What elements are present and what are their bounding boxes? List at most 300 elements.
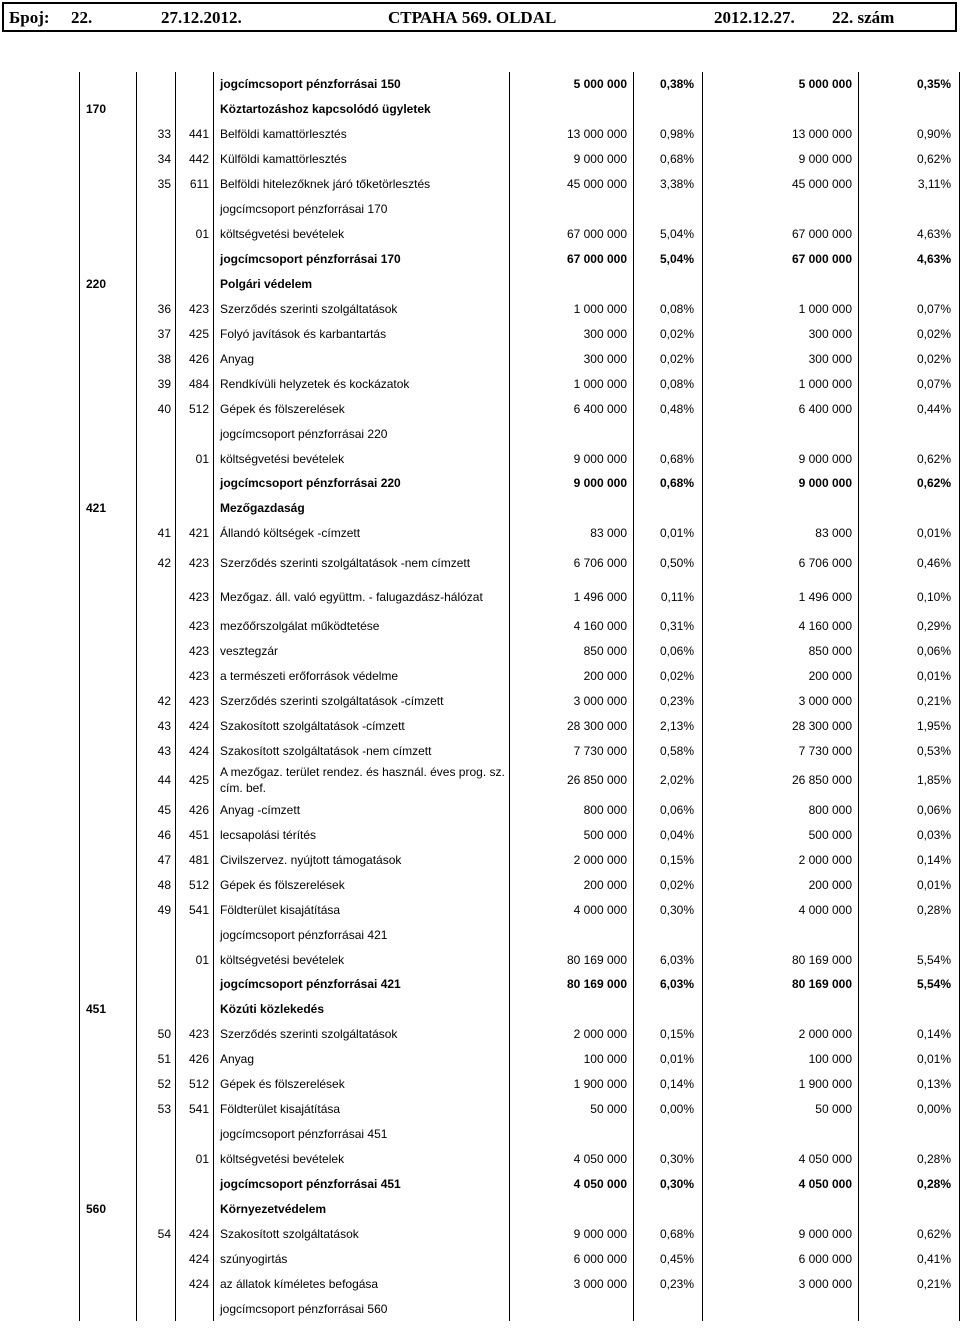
cell-amount-b: 5 000 000 xyxy=(703,72,859,97)
cell-amount-b: 2 000 000 xyxy=(703,847,859,872)
cell-function-code xyxy=(80,1147,137,1172)
cell-economic-code: 442 xyxy=(176,147,214,172)
cell-amount-b: 300 000 xyxy=(703,321,859,346)
cell-percent-a: 0,11% xyxy=(634,580,703,614)
cell-economic-code xyxy=(176,272,214,297)
cell-percent-a: 0,15% xyxy=(634,847,703,872)
cell-percent-a: 2,13% xyxy=(634,714,703,739)
cell-amount-b: 9 000 000 xyxy=(703,471,859,496)
cell-item-number xyxy=(137,421,176,446)
cell-amount-b: 7 730 000 xyxy=(703,739,859,764)
cell-function-code xyxy=(80,763,137,797)
table-row xyxy=(80,797,960,822)
cell-item-number xyxy=(137,1172,176,1197)
cell-amount-a: 1 496 000 xyxy=(510,580,634,614)
cell-percent-a: 3,38% xyxy=(634,172,703,197)
cell-amount-b: 9 000 000 xyxy=(703,446,859,471)
cell-economic-code: 424 xyxy=(176,739,214,764)
cell-amount-a: 3 000 000 xyxy=(510,1271,634,1296)
cell-function-code xyxy=(80,922,137,947)
cell-item-number: 49 xyxy=(137,897,176,922)
cell-description: költségvetési bevételek xyxy=(214,222,510,247)
cell-item-number xyxy=(137,664,176,689)
table-row xyxy=(80,396,960,421)
table-row xyxy=(80,172,960,197)
table-row xyxy=(80,546,960,580)
cell-percent-a: 0,00% xyxy=(634,1097,703,1122)
cell-amount-b: 9 000 000 xyxy=(703,1221,859,1246)
cell-percent-a: 0,30% xyxy=(634,897,703,922)
header-number-label-sr: Број: xyxy=(9,8,50,27)
cell-description: Belföldi kamattörlesztés xyxy=(214,122,510,147)
cell-function-code xyxy=(80,197,137,222)
cell-amount-a: 28 300 000 xyxy=(510,714,634,739)
cell-function-code xyxy=(80,1172,137,1197)
cell-percent-b: 0,02% xyxy=(859,321,960,346)
cell-function-code xyxy=(80,247,137,272)
cell-item-number xyxy=(137,1196,176,1221)
table-row xyxy=(80,1097,960,1122)
cell-description: Szakosított szolgáltatások -címzett xyxy=(214,714,510,739)
cell-amount-b: 3 000 000 xyxy=(703,1271,859,1296)
cell-description: jogcímcsoport pénzforrásai 451 xyxy=(214,1172,510,1197)
cell-percent-b xyxy=(859,1122,960,1147)
table-row xyxy=(80,847,960,872)
cell-percent-a: 5,04% xyxy=(634,247,703,272)
cell-amount-a: 300 000 xyxy=(510,321,634,346)
cell-amount-a: 67 000 000 xyxy=(510,247,634,272)
cell-economic-code: 451 xyxy=(176,822,214,847)
cell-economic-code: 424 xyxy=(176,1246,214,1271)
cell-amount-b: 4 000 000 xyxy=(703,897,859,922)
cell-economic-code: 424 xyxy=(176,1221,214,1246)
cell-description: Szerződés szerinti szolgáltatások xyxy=(214,296,510,321)
cell-description: jogcímcsoport pénzforrásai 170 xyxy=(214,247,510,272)
table-row xyxy=(80,197,960,222)
cell-item-number: 40 xyxy=(137,396,176,421)
cell-description: jogcímcsoport pénzforrásai 220 xyxy=(214,421,510,446)
cell-description: Polgári védelem xyxy=(214,272,510,297)
header-issue-number-sr: 22. xyxy=(71,8,93,27)
cell-item-number: 42 xyxy=(137,546,176,580)
cell-item-number: 47 xyxy=(137,847,176,872)
table-row xyxy=(80,947,960,972)
cell-economic-code: 423 xyxy=(176,580,214,614)
cell-description: A mezőgaz. terület rendez. és használ. éves prog. sz. cím. bef. xyxy=(214,763,510,797)
cell-amount-b: 3 000 000 xyxy=(703,689,859,714)
cell-function-code xyxy=(80,296,137,321)
table-row xyxy=(80,897,960,922)
cell-amount-a: 4 160 000 xyxy=(510,614,634,639)
cell-amount-b: 50 000 xyxy=(703,1097,859,1122)
table-row xyxy=(80,421,960,446)
cell-description: Földterület kisajátítása xyxy=(214,897,510,922)
cell-item-number xyxy=(137,997,176,1022)
cell-percent-a: 0,02% xyxy=(634,664,703,689)
cell-amount-b xyxy=(703,197,859,222)
cell-description: Közúti közlekedés xyxy=(214,997,510,1022)
cell-economic-code xyxy=(176,1196,214,1221)
cell-amount-a: 4 050 000 xyxy=(510,1172,634,1197)
cell-function-code xyxy=(80,1022,137,1047)
cell-function-code xyxy=(80,521,137,546)
cell-amount-a: 200 000 xyxy=(510,872,634,897)
cell-description: Földterület kisajátítása xyxy=(214,1097,510,1122)
cell-function-code: 560 xyxy=(80,1196,137,1221)
cell-amount-b: 1 000 000 xyxy=(703,371,859,396)
table-row xyxy=(80,1022,960,1047)
cell-amount-a xyxy=(510,1196,634,1221)
cell-amount-a xyxy=(510,997,634,1022)
cell-economic-code: 01 xyxy=(176,446,214,471)
table-row xyxy=(80,272,960,297)
budget-table-body xyxy=(80,72,960,1321)
cell-function-code: 170 xyxy=(80,97,137,122)
table-row xyxy=(80,371,960,396)
cell-item-number: 33 xyxy=(137,122,176,147)
table-row xyxy=(80,580,960,614)
cell-percent-b: 0,07% xyxy=(859,371,960,396)
cell-amount-a: 6 400 000 xyxy=(510,396,634,421)
cell-amount-b: 800 000 xyxy=(703,797,859,822)
cell-economic-code: 423 xyxy=(176,689,214,714)
cell-amount-b: 6 706 000 xyxy=(703,546,859,580)
cell-percent-a xyxy=(634,197,703,222)
cell-economic-code xyxy=(176,421,214,446)
cell-item-number xyxy=(137,446,176,471)
cell-percent-a: 0,08% xyxy=(634,371,703,396)
cell-percent-b: 0,90% xyxy=(859,122,960,147)
cell-economic-code xyxy=(176,997,214,1022)
cell-description: költségvetési bevételek xyxy=(214,947,510,972)
cell-amount-a: 50 000 xyxy=(510,1097,634,1122)
cell-function-code xyxy=(80,639,137,664)
cell-amount-b xyxy=(703,272,859,297)
cell-percent-b: 0,53% xyxy=(859,739,960,764)
table-row xyxy=(80,689,960,714)
cell-percent-b: 0,06% xyxy=(859,797,960,822)
table-row xyxy=(80,471,960,496)
cell-item-number: 54 xyxy=(137,1221,176,1246)
cell-percent-b: 0,28% xyxy=(859,897,960,922)
cell-description: Folyó javítások és karbantartás xyxy=(214,321,510,346)
cell-percent-b: 0,62% xyxy=(859,1221,960,1246)
cell-economic-code: 423 xyxy=(176,639,214,664)
cell-description: lecsapolási térítés xyxy=(214,822,510,847)
cell-economic-code: 426 xyxy=(176,797,214,822)
cell-description: Szerződés szerinti szolgáltatások xyxy=(214,1022,510,1047)
cell-percent-b: 4,63% xyxy=(859,222,960,247)
table-row xyxy=(80,1072,960,1097)
cell-amount-a: 9 000 000 xyxy=(510,471,634,496)
cell-percent-b: 0,10% xyxy=(859,580,960,614)
table-row xyxy=(80,222,960,247)
cell-description: Szerződés szerinti szolgáltatások -nem címzett xyxy=(214,546,510,580)
cell-amount-b: 850 000 xyxy=(703,639,859,664)
cell-percent-b xyxy=(859,922,960,947)
cell-item-number: 43 xyxy=(137,739,176,764)
table-row xyxy=(80,739,960,764)
cell-percent-b: 0,14% xyxy=(859,1022,960,1047)
cell-function-code xyxy=(80,689,137,714)
cell-amount-b: 300 000 xyxy=(703,346,859,371)
cell-amount-a: 850 000 xyxy=(510,639,634,664)
cell-percent-a: 0,01% xyxy=(634,521,703,546)
cell-percent-a: 6,03% xyxy=(634,947,703,972)
cell-amount-a: 83 000 xyxy=(510,521,634,546)
cell-item-number xyxy=(137,580,176,614)
cell-economic-code xyxy=(176,922,214,947)
cell-percent-a: 0,23% xyxy=(634,1271,703,1296)
cell-percent-a xyxy=(634,421,703,446)
table-row xyxy=(80,972,960,997)
cell-percent-b: 0,01% xyxy=(859,872,960,897)
cell-amount-b: 80 169 000 xyxy=(703,972,859,997)
cell-description: Mezőgazdaság xyxy=(214,496,510,521)
cell-function-code xyxy=(80,739,137,764)
cell-amount-b: 67 000 000 xyxy=(703,222,859,247)
table-row xyxy=(80,147,960,172)
cell-percent-a xyxy=(634,922,703,947)
cell-item-number: 46 xyxy=(137,822,176,847)
cell-amount-b: 1 496 000 xyxy=(703,580,859,614)
cell-economic-code: 541 xyxy=(176,1097,214,1122)
cell-percent-a: 0,98% xyxy=(634,122,703,147)
cell-economic-code: 423 xyxy=(176,296,214,321)
cell-amount-b xyxy=(703,922,859,947)
cell-percent-b: 5,54% xyxy=(859,947,960,972)
cell-description: Anyag -címzett xyxy=(214,797,510,822)
cell-item-number: 37 xyxy=(137,321,176,346)
cell-amount-a: 7 730 000 xyxy=(510,739,634,764)
table-row xyxy=(80,1047,960,1072)
table-row xyxy=(80,1246,960,1271)
cell-amount-b xyxy=(703,997,859,1022)
cell-item-number xyxy=(137,496,176,521)
cell-amount-b: 4 160 000 xyxy=(703,614,859,639)
cell-item-number: 36 xyxy=(137,296,176,321)
cell-amount-b: 1 000 000 xyxy=(703,296,859,321)
cell-function-code: 421 xyxy=(80,496,137,521)
cell-percent-b xyxy=(859,1196,960,1221)
cell-function-code xyxy=(80,797,137,822)
cell-description: jogcímcsoport pénzforrásai 560 xyxy=(214,1296,510,1321)
cell-percent-b: 0,03% xyxy=(859,822,960,847)
cell-amount-b xyxy=(703,1122,859,1147)
cell-description: Gépek és fölszerelések xyxy=(214,396,510,421)
cell-percent-b: 1,95% xyxy=(859,714,960,739)
cell-amount-b: 500 000 xyxy=(703,822,859,847)
table-row xyxy=(80,122,960,147)
cell-description: Anyag xyxy=(214,1047,510,1072)
cell-item-number: 39 xyxy=(137,371,176,396)
cell-amount-a: 2 000 000 xyxy=(510,1022,634,1047)
cell-description: az állatok kíméletes befogása xyxy=(214,1271,510,1296)
cell-economic-code xyxy=(176,972,214,997)
cell-percent-b xyxy=(859,1296,960,1321)
table-row xyxy=(80,1296,960,1321)
cell-function-code xyxy=(80,847,137,872)
cell-amount-a: 26 850 000 xyxy=(510,763,634,797)
cell-percent-a: 0,06% xyxy=(634,639,703,664)
cell-description: Mezőgaz. áll. való együttm. - falugazdász-hálózat xyxy=(214,580,510,614)
cell-percent-b: 0,14% xyxy=(859,847,960,872)
cell-economic-code: 441 xyxy=(176,122,214,147)
cell-percent-a: 0,06% xyxy=(634,797,703,822)
cell-function-code xyxy=(80,421,137,446)
cell-economic-code: 01 xyxy=(176,222,214,247)
table-row xyxy=(80,247,960,272)
cell-amount-a: 9 000 000 xyxy=(510,147,634,172)
cell-percent-a: 0,50% xyxy=(634,546,703,580)
cell-economic-code: 426 xyxy=(176,346,214,371)
cell-amount-a: 800 000 xyxy=(510,797,634,822)
table-row xyxy=(80,639,960,664)
cell-economic-code xyxy=(176,97,214,122)
cell-amount-a: 45 000 000 xyxy=(510,172,634,197)
cell-item-number xyxy=(137,922,176,947)
cell-function-code xyxy=(80,346,137,371)
cell-percent-a: 0,58% xyxy=(634,739,703,764)
cell-percent-a: 0,02% xyxy=(634,872,703,897)
cell-function-code xyxy=(80,1072,137,1097)
cell-economic-code: 425 xyxy=(176,321,214,346)
cell-function-code xyxy=(80,822,137,847)
cell-amount-b xyxy=(703,421,859,446)
table-row xyxy=(80,1196,960,1221)
cell-function-code xyxy=(80,122,137,147)
cell-economic-code: 01 xyxy=(176,947,214,972)
cell-percent-b: 5,54% xyxy=(859,972,960,997)
cell-percent-b: 0,35% xyxy=(859,72,960,97)
cell-amount-b xyxy=(703,1296,859,1321)
table-row xyxy=(80,763,960,797)
cell-percent-a: 0,68% xyxy=(634,147,703,172)
cell-economic-code xyxy=(176,72,214,97)
cell-amount-b xyxy=(703,97,859,122)
table-row xyxy=(80,614,960,639)
cell-amount-a: 4 000 000 xyxy=(510,897,634,922)
cell-item-number xyxy=(137,1296,176,1321)
cell-function-code xyxy=(80,872,137,897)
table-row xyxy=(80,997,960,1022)
cell-percent-a: 0,23% xyxy=(634,689,703,714)
cell-item-number: 45 xyxy=(137,797,176,822)
cell-amount-b: 45 000 000 xyxy=(703,172,859,197)
cell-amount-a: 1 000 000 xyxy=(510,371,634,396)
cell-percent-b: 0,62% xyxy=(859,471,960,496)
cell-percent-b xyxy=(859,97,960,122)
cell-amount-a: 500 000 xyxy=(510,822,634,847)
cell-percent-a: 6,03% xyxy=(634,972,703,997)
header-date-sr: 27.12.2012. xyxy=(161,8,242,27)
cell-percent-b: 0,02% xyxy=(859,346,960,371)
cell-amount-a: 80 169 000 xyxy=(510,972,634,997)
cell-item-number xyxy=(137,639,176,664)
cell-amount-a xyxy=(510,496,634,521)
cell-amount-b: 6 400 000 xyxy=(703,396,859,421)
cell-description: jogcímcsoport pénzforrásai 150 xyxy=(214,72,510,97)
cell-amount-a: 2 000 000 xyxy=(510,847,634,872)
cell-percent-b: 0,01% xyxy=(859,664,960,689)
cell-item-number xyxy=(137,222,176,247)
cell-function-code xyxy=(80,972,137,997)
cell-function-code xyxy=(80,371,137,396)
cell-amount-a xyxy=(510,1122,634,1147)
cell-percent-a: 0,68% xyxy=(634,446,703,471)
cell-economic-code: 423 xyxy=(176,546,214,580)
cell-percent-a xyxy=(634,97,703,122)
cell-item-number: 35 xyxy=(137,172,176,197)
cell-amount-a: 13 000 000 xyxy=(510,122,634,147)
cell-percent-a: 0,08% xyxy=(634,296,703,321)
cell-percent-b xyxy=(859,997,960,1022)
cell-economic-code: 512 xyxy=(176,396,214,421)
cell-function-code xyxy=(80,321,137,346)
table-row xyxy=(80,1122,960,1147)
cell-amount-a xyxy=(510,1296,634,1321)
cell-item-number xyxy=(137,72,176,97)
cell-description: jogcímcsoport pénzforrásai 421 xyxy=(214,972,510,997)
cell-function-code xyxy=(80,446,137,471)
table-row xyxy=(80,496,960,521)
cell-percent-b xyxy=(859,496,960,521)
cell-function-code xyxy=(80,614,137,639)
cell-economic-code xyxy=(176,1296,214,1321)
cell-percent-a: 0,68% xyxy=(634,471,703,496)
cell-function-code xyxy=(80,72,137,97)
budget-table xyxy=(79,72,960,1321)
cell-item-number: 53 xyxy=(137,1097,176,1122)
cell-amount-b: 2 000 000 xyxy=(703,1022,859,1047)
cell-amount-b: 26 850 000 xyxy=(703,763,859,797)
cell-function-code xyxy=(80,546,137,580)
cell-function-code xyxy=(80,1097,137,1122)
cell-item-number xyxy=(137,614,176,639)
cell-percent-b: 0,01% xyxy=(859,1047,960,1072)
cell-amount-b: 1 900 000 xyxy=(703,1072,859,1097)
cell-percent-a: 0,30% xyxy=(634,1147,703,1172)
cell-economic-code xyxy=(176,247,214,272)
cell-percent-b: 0,62% xyxy=(859,147,960,172)
cell-percent-b: 0,46% xyxy=(859,546,960,580)
cell-function-code xyxy=(80,471,137,496)
cell-item-number: 41 xyxy=(137,521,176,546)
cell-amount-a: 1 900 000 xyxy=(510,1072,634,1097)
cell-percent-a: 0,01% xyxy=(634,1047,703,1072)
cell-amount-a: 67 000 000 xyxy=(510,222,634,247)
cell-amount-a: 1 000 000 xyxy=(510,296,634,321)
table-row xyxy=(80,521,960,546)
cell-percent-b: 4,63% xyxy=(859,247,960,272)
cell-function-code xyxy=(80,947,137,972)
table-row xyxy=(80,822,960,847)
cell-description: Köztartozáshoz kapcsolódó ügyletek xyxy=(214,97,510,122)
cell-amount-a: 5 000 000 xyxy=(510,72,634,97)
cell-description: Szakosított szolgáltatások xyxy=(214,1221,510,1246)
cell-function-code xyxy=(80,1047,137,1072)
cell-percent-b: 0,29% xyxy=(859,614,960,639)
cell-description: Szakosított szolgáltatások -nem címzett xyxy=(214,739,510,764)
cell-description: jogcímcsoport pénzforrásai 220 xyxy=(214,471,510,496)
cell-percent-b: 0,06% xyxy=(859,639,960,664)
cell-economic-code xyxy=(176,496,214,521)
table-row xyxy=(80,321,960,346)
cell-description: költségvetési bevételek xyxy=(214,1147,510,1172)
cell-percent-a xyxy=(634,1296,703,1321)
cell-item-number xyxy=(137,1246,176,1271)
cell-percent-b: 0,21% xyxy=(859,689,960,714)
